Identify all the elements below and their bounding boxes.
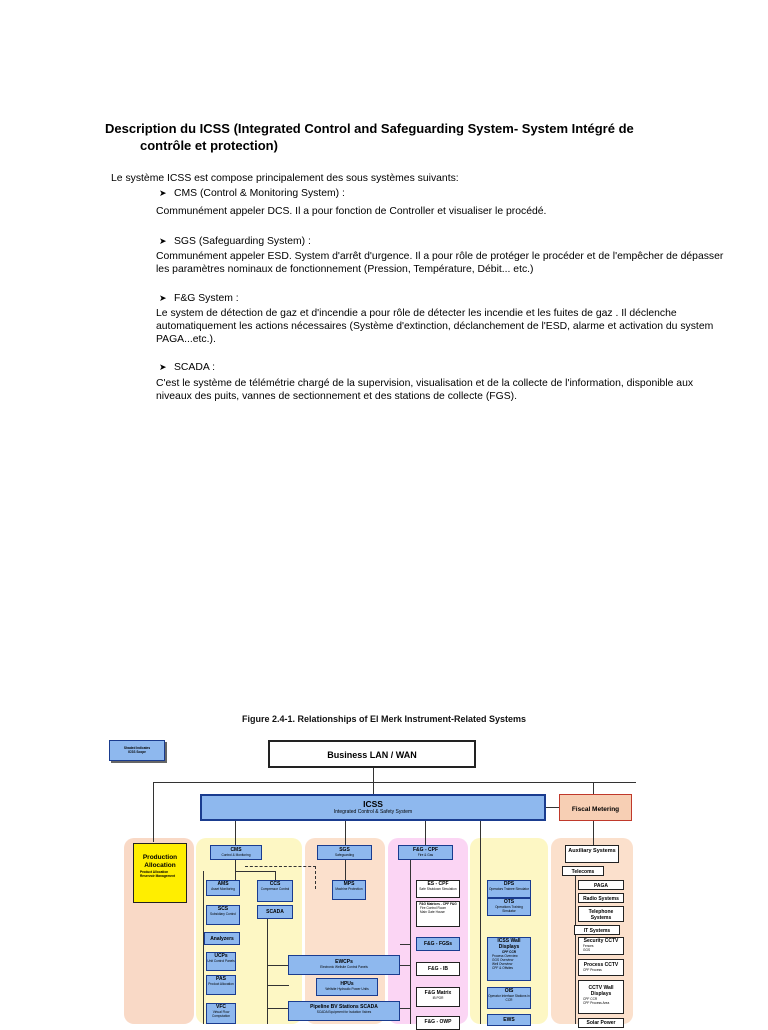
figure-caption: Figure 2.4-1. Relationships of El Merk Instrument-Related Systems xyxy=(241,714,527,724)
analyzers-box: Analyzers xyxy=(204,932,240,945)
ccs-box: CCS Compressor Control xyxy=(257,880,293,902)
connector-line xyxy=(410,860,411,1024)
connector-line xyxy=(153,782,636,783)
fg-owp-box: F&G - OWP xyxy=(416,1016,460,1030)
connector-line xyxy=(593,821,594,845)
pipeline-scada-box: Pipeline BV Stations SCADA SCADA Equipment for Isolation Valves xyxy=(288,1001,400,1021)
fg-matrices-box: F&G Matrices - CPF F&G Fire Control Room Main Gate House xyxy=(416,901,460,927)
aux-process-cctv-box: Process CCTV CPF Process xyxy=(578,959,624,976)
connector-line xyxy=(400,965,410,966)
aux-security-cctv-box: Security CCTV Fences GGS xyxy=(578,937,624,955)
vfc-box: VFC Virtual Flow Computation xyxy=(206,1003,236,1024)
connector-line xyxy=(345,860,346,880)
fg-ib-box: F&G - IB xyxy=(416,962,460,976)
connector-line xyxy=(373,782,374,794)
ucps-box: UCPs Unit Control Panels xyxy=(206,952,236,971)
connector-line xyxy=(575,870,576,1024)
mps-box: MPS Machine Protection xyxy=(332,880,366,900)
arrow-bullet-icon: ➤ xyxy=(159,236,167,246)
aux-systems-box: Auxiliary Systems xyxy=(565,845,619,863)
connector-line xyxy=(267,965,289,966)
icss-box: ICSS Integrated Control & Safety System xyxy=(200,794,546,821)
ams-box: AMS Asset Monitoring xyxy=(206,880,240,896)
aux-telecoms-box: Telecoms xyxy=(562,866,604,876)
aux-cctv-wall-box: CCTV Wall Displays CPF CCR CPF Process Area xyxy=(578,980,624,1014)
production-allocation-box: Production Allocation Product Allocation Reservoir Management xyxy=(133,843,187,903)
item-sgs-title: ➤ SGS (Safeguarding System) : xyxy=(159,236,311,247)
aux-solar-box: Solar Power xyxy=(578,1018,624,1028)
fg-fgss-box: F&G - FGSs xyxy=(416,937,460,951)
scs-box: SCS Subsidiary Control xyxy=(206,905,240,925)
item-fg-title: ➤ F&G System : xyxy=(159,293,239,304)
connector-line xyxy=(203,871,204,1024)
connector-line xyxy=(267,1008,289,1009)
legend-box: Shaded Indicates ICSS Scope xyxy=(109,740,165,761)
connector-line xyxy=(235,860,236,880)
connector-line xyxy=(593,782,594,794)
connector-line xyxy=(545,807,559,808)
heading-line-1: Description du ICSS (Integrated Control and Safeguarding System- System Intégré de xyxy=(105,121,634,136)
intro-paragraph: Le système ICSS est compose principalement des sous systèmes suivants: xyxy=(111,173,459,184)
fg-matrix-ib-box: F&G Matrix IB POR xyxy=(416,987,460,1007)
esd-cpf-box: ES - CPF Safe Shutdown Simulation xyxy=(416,880,460,898)
ews-box: EWS xyxy=(487,1014,531,1026)
business-lan-box: Business LAN / WAN xyxy=(268,740,476,768)
item-scada-title: ➤ SCADA : xyxy=(159,362,215,373)
connector-line xyxy=(373,767,374,783)
item-cms-title: ➤ CMS (Control & Monitoring System) : xyxy=(159,188,345,199)
item-scada-body: C'est le système de télémétrie chargé de la supervision, visualisation et de la collecte de l'information, disponible aux niveaux des puits, vannes de sectionnement et des stations de collecte (FGS). xyxy=(156,378,694,402)
fg-cpf-box: F&G - CPF Fire & Gas xyxy=(398,845,453,860)
connector-line xyxy=(267,985,289,986)
aux-radio-box: Radio Systems xyxy=(578,893,624,903)
connector-line xyxy=(235,821,236,845)
dps-box: DPS Operators Trainee Simulator xyxy=(487,880,531,898)
ois-box: OIS Operator Interface Stations in CCR xyxy=(487,987,531,1009)
aux-it-box: IT Systems xyxy=(574,925,620,935)
connector-line xyxy=(153,782,154,842)
aux-telephone-box: Telephone Systems xyxy=(578,906,624,922)
item-cms-body: Communément appeler DCS. Il a pour fonction de Controller et visualiser le procédé. xyxy=(156,206,547,217)
heading-line-2: contrôle et protection) xyxy=(140,138,278,153)
cms-box: CMS Control & Monitoring xyxy=(210,845,262,860)
pas-box: PAS Product Allocation xyxy=(206,975,236,995)
connector-line xyxy=(400,1008,410,1009)
ewcps-box: EWCPs Electronic Wellsite Control Panels xyxy=(288,955,400,975)
sgs-box: SGS Safeguarding xyxy=(317,845,372,860)
item-sgs-body: Communément appeler ESD. System d'arrêt d'urgence. Il a pour rôle de protéger le procéder et de l'empêcher de dépasser les paramètres nominaux de fonctionnement (Pression, Température, Débit... etc.) xyxy=(156,251,724,275)
ots-box: OTS Operations Training Simulator xyxy=(487,898,531,916)
arrow-bullet-icon: ➤ xyxy=(159,188,167,198)
fiscal-metering-box: Fiscal Metering xyxy=(559,794,632,821)
arrow-bullet-icon: ➤ xyxy=(159,362,167,372)
icss-wall-displays-box: ICSS Wall Displays CPF CCR Process Overview GGS Overview Well Overview CPF & Offsites xyxy=(487,937,531,981)
connector-line xyxy=(400,944,410,945)
scada-box: SCADA xyxy=(257,905,293,919)
connector-line xyxy=(425,821,426,845)
connector-line xyxy=(345,821,346,845)
item-fg-body: Le system de détection de gaz et d'incendie a pour rôle de détecter les incendie et les fuites de gaz . Il déclenche automatiquement les actions nécessaires (Système d'extinction, déclanchement de l'ESD, alarme et activation du system PAGA...etc.). xyxy=(156,308,714,345)
aux-paga-box: PAGA xyxy=(578,880,624,890)
arrow-bullet-icon: ➤ xyxy=(159,293,167,303)
hpus-box: HPUs Wellsite Hydraulic Power Units xyxy=(316,978,378,996)
connector-line xyxy=(480,821,481,1024)
